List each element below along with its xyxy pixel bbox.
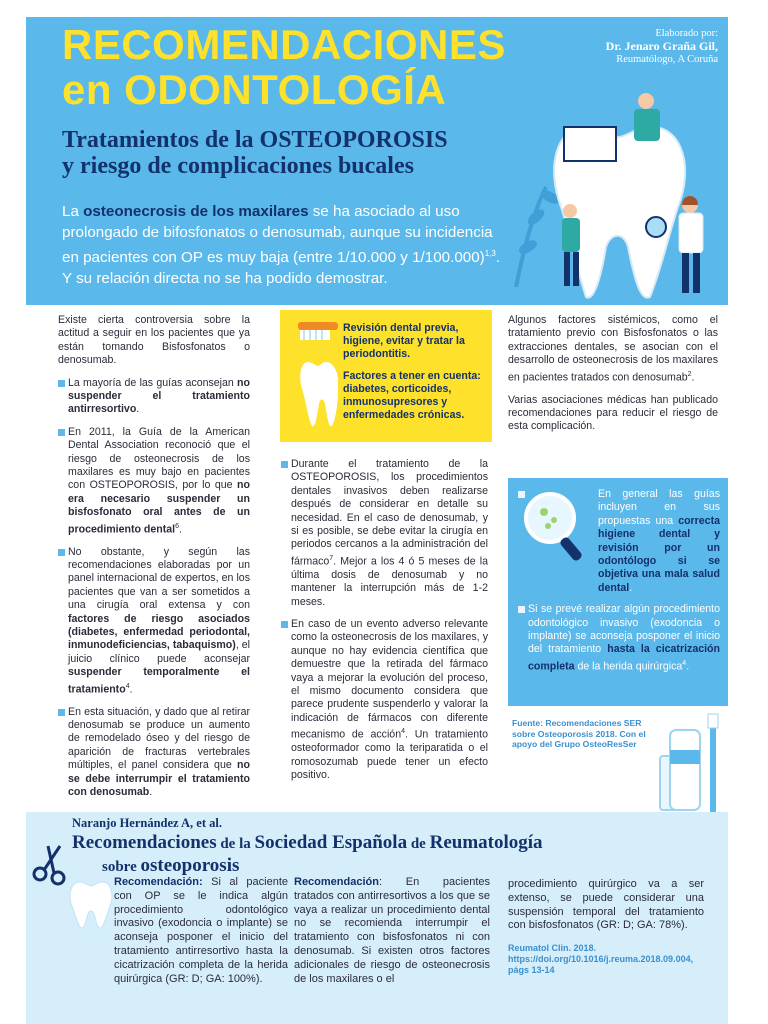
col1-bullet-3 xyxy=(58,546,250,697)
main-columns xyxy=(26,310,728,810)
checkup-callout xyxy=(280,310,492,442)
column-2 xyxy=(281,458,488,791)
footer-rec-2-label: Recomendación xyxy=(294,876,379,888)
footer-rec-3: procedimiento quirúrgico va a ser extenso, se puede considerar una suspensión temporal del tratamiento con bisfosfonatos (GR: D; GA: 78%). xyxy=(508,878,704,932)
col1-b3-bold2: suspender temporalmente el tratamiento xyxy=(68,666,250,696)
guidelines-callout-text xyxy=(518,488,720,682)
col1-b2-pre: En 2011, la Guía de la American Dental Association reconoció que el riesgo de osteonecrosis de los maxilares es muy bajo en pacientes con OSTEOPOROSIS, por lo que xyxy=(68,425,250,492)
guidelines-b1-pre: En general las guías incluyen en sus propuestas una xyxy=(598,488,720,527)
author-name: Dr. Jenaro Graña Gil, xyxy=(605,39,718,53)
col1-bullet-1 xyxy=(58,377,250,417)
intro-pre: La xyxy=(62,203,84,220)
col1-b4-bold: no se debe interrumpir el tratamiento con denosumab xyxy=(68,759,250,799)
subtitle xyxy=(62,127,482,179)
intro-sup: 1,3 xyxy=(484,249,496,258)
col3-p1-post: . xyxy=(691,371,695,384)
guidelines-b2-post: de la herida quirúrgica xyxy=(574,660,683,673)
column-1 xyxy=(58,314,250,808)
footer-title-4: de xyxy=(407,836,430,852)
guidelines-b1-bold: correcta higiene dental y revisión por un odontólogo si se objetiva una mala salud dental xyxy=(598,514,720,594)
footer-rec-1-label: Recomendación: xyxy=(114,876,203,888)
footer-title-3: Sociedad Española xyxy=(254,832,408,853)
col1-bullet-2 xyxy=(58,426,250,537)
col1-b2-sup: 6 xyxy=(175,522,180,530)
guidelines-b2-bold: hasta la cicatrización completa xyxy=(528,643,720,673)
dental-tool-icon xyxy=(30,842,70,886)
footer-author: Naranjo Hernández A, et al. xyxy=(72,816,222,830)
checkup-callout-p1: Revisión dental previa, higiene, evitar y tratar la periodontitis. xyxy=(343,322,465,361)
col2-bullet-1 xyxy=(281,458,488,609)
col1-b3-pre: No obstante, y según las recomendaciones elaboradas por un panel internacional de expertos, en los pacientes que van a ser sometidos a una cirugía oral extensa y con xyxy=(68,545,250,612)
intro-bold: osteonecrosis de los maxilares xyxy=(83,203,309,220)
footer-title-6: sobre xyxy=(102,859,141,875)
col1-paragraph: Existe cierta controversia sobre la actitud a seguir en los pacientes que ya están tomando Bisfosfonatos o denosumab. xyxy=(58,314,250,367)
col3-p1-sup: 2 xyxy=(687,370,692,378)
intro-post: se ha asociado al uso prolongado de bifosfonatos o denosumab, aunque su incidencia en pacientes con OP es muy baja (entre 1/10.000 y 1/100.000) xyxy=(62,203,493,267)
guidelines-b2-sup: 4 xyxy=(682,659,687,667)
col2-bullet-2 xyxy=(281,618,488,782)
footer-reference: Reumatol Clin. 2018. https://doi.org/10.1016/j.reuma.2018.09.004, págs 13-14 xyxy=(508,943,694,976)
col1-bullet-4 xyxy=(58,706,250,800)
col2-b1-post: . Mejor a los 4 ó 5 meses de la última dosis de denosumab y no mantener la interrupción más de 1-2 meses. xyxy=(291,555,488,608)
guidelines-b2-end: . xyxy=(686,660,690,673)
footer-ser-recommendations xyxy=(26,812,728,1024)
col2-b2-pre: En caso de un evento adverso relevante como la osteonecrosis de los maxilares, y aunque no hay evidencia científica que demuestre que la retirada del fármaco vaya a mejorar la evolución del proceso, el mismo documento considera que parece prudente suspenderlo y valorar la indicación de fármacos con diferente mecanismo de acción xyxy=(291,618,488,741)
col2-b2-post: . Un tratamiento osteoformador como la teriparatida o el romosozumab puede tener un efecto positivo. xyxy=(291,728,488,781)
title-line-2: en ODONTOLOGÍA xyxy=(62,66,447,113)
footer-column-2 xyxy=(294,876,490,986)
col1-b1-post: . xyxy=(136,403,140,416)
col1-b3-post: . xyxy=(129,683,133,696)
checkup-callout-p2: Factores a tener en cuenta: diabetes, corticoides, inmunosupresores y enfermedades crónicas. xyxy=(343,369,481,422)
footer-title-1: Recomendaciones xyxy=(72,832,217,853)
guidelines-bullet-2 xyxy=(518,603,720,674)
intro-end: . Y su relación directa no se ha podido demostrar. xyxy=(62,249,501,288)
guidelines-callout xyxy=(508,478,728,706)
author-role: Reumatólogo, A Coruña xyxy=(616,54,718,65)
col3-paragraph-2: Varias asociaciones médicas han publicado recomendaciones para reducir el riesgo de esta complicación. xyxy=(508,393,718,433)
subtitle-line-2: y riesgo de complicaciones bucales xyxy=(62,153,414,179)
dentists-tooth-illustration xyxy=(506,87,728,305)
title-line-1: RECOMENDACIONES xyxy=(62,21,506,68)
footer-title-7: osteoporosis xyxy=(140,855,240,876)
toothbrush-tooth-icon xyxy=(298,322,338,432)
col2-b1-sup: 7 xyxy=(329,554,334,562)
guidelines-bullet-1 xyxy=(518,488,720,595)
footer-title-2: de la xyxy=(216,836,255,852)
header-banner xyxy=(26,17,728,305)
intro-paragraph xyxy=(62,201,502,289)
footer-rec-2-text: : En pacientes tratados con antirresortivos a los que se vaya a realizar un procedimiento dental no se recomienda interrumpir el tratamiento con bisfosfonatos ni con denosumab. Si existen otros factores adicionales de riesgo de osteonecrosis de los maxilares o el xyxy=(294,876,490,985)
col3-p1-pre: Algunos factores sistémicos, como el tratamiento previo con Bisfosfonatos o las extracciones dentales, se asocian con el desarrollo de osteonecrosis de los maxilares en pacientes tratados con denosumab xyxy=(508,314,718,384)
col1-b3-sup: 4 xyxy=(125,682,130,690)
author-block xyxy=(606,27,718,66)
footer-title xyxy=(72,832,692,878)
col2-b2-sup: 4 xyxy=(401,728,405,736)
footer-rec-1 xyxy=(68,876,288,986)
col1-b4-pre: En esta situación, y dado que al retirar denosumab se produce un aumento de remodelado óseo y del riesgo de aparición de fracturas vertebrales múltiples, el panel considera que xyxy=(68,705,250,772)
footer-column-1 xyxy=(68,876,288,986)
col2-b1-pre: Durante el tratamiento de la OSTEOPOROSIS, los procedimientos dentales invasivos deben realizarse después de considerar en detalle su necesidad. En el caso de denosumab, y si es posible, se debe evitar la cirugía en periodos cercanos a la administración del fármaco xyxy=(291,458,488,568)
footer-rec-1-text: Si al paciente con OP se le indica algún procedimiento odontológico invasivo (exodoncia o implante) se aconseja posponer el inicio del tratamiento antirresortivo hasta la cicatrización completa de la herida quirúrgica (GR: D; GA: 100%). xyxy=(114,876,288,985)
col1-b1-pre: La mayoría de las guías aconsejan xyxy=(68,376,238,389)
source-note: Fuente: Recomendaciones SER sobre Osteoporosis 2018. Con el apoyo del Grupo OsteoResSer xyxy=(512,718,646,750)
toothpaste-glass-icon xyxy=(626,710,728,820)
col1-b1-bold: no suspender el tratamiento antirresortivo xyxy=(68,376,250,416)
col1-b2-post: . xyxy=(179,523,182,536)
checkup-callout-text xyxy=(343,322,483,430)
guidelines-b2-pre: Si se prevé realizar algún procedimiento odontológico invasivo (exodoncia o implante) se aconseja posponer el inicio del tratamiento xyxy=(528,603,720,656)
footer-title-5: Reumatología xyxy=(429,832,543,853)
col1-b3-bold: factores de riesgo asociados (diabetes, enfermedad periodontal, inmunodeficiencias, tabaquismo) xyxy=(68,612,250,652)
author-label: Elaborado por: xyxy=(655,28,718,39)
column-3 xyxy=(508,314,718,443)
col1-b4-post: . xyxy=(149,786,153,799)
footer-column-3 xyxy=(508,878,704,976)
footer-rec-2 xyxy=(294,876,490,986)
subtitle-line-1: Tratamientos de la OSTEOPOROSIS xyxy=(62,127,448,153)
guidelines-b1-post: . xyxy=(629,581,633,594)
col1-b2-bold: no era necesario suspender un bisfosfonato oral antes de un procedimiento dental xyxy=(68,479,250,536)
col1-b3-mid: , el juicio clínico puede aconsejar xyxy=(68,639,250,665)
col3-paragraph-1 xyxy=(508,314,718,385)
